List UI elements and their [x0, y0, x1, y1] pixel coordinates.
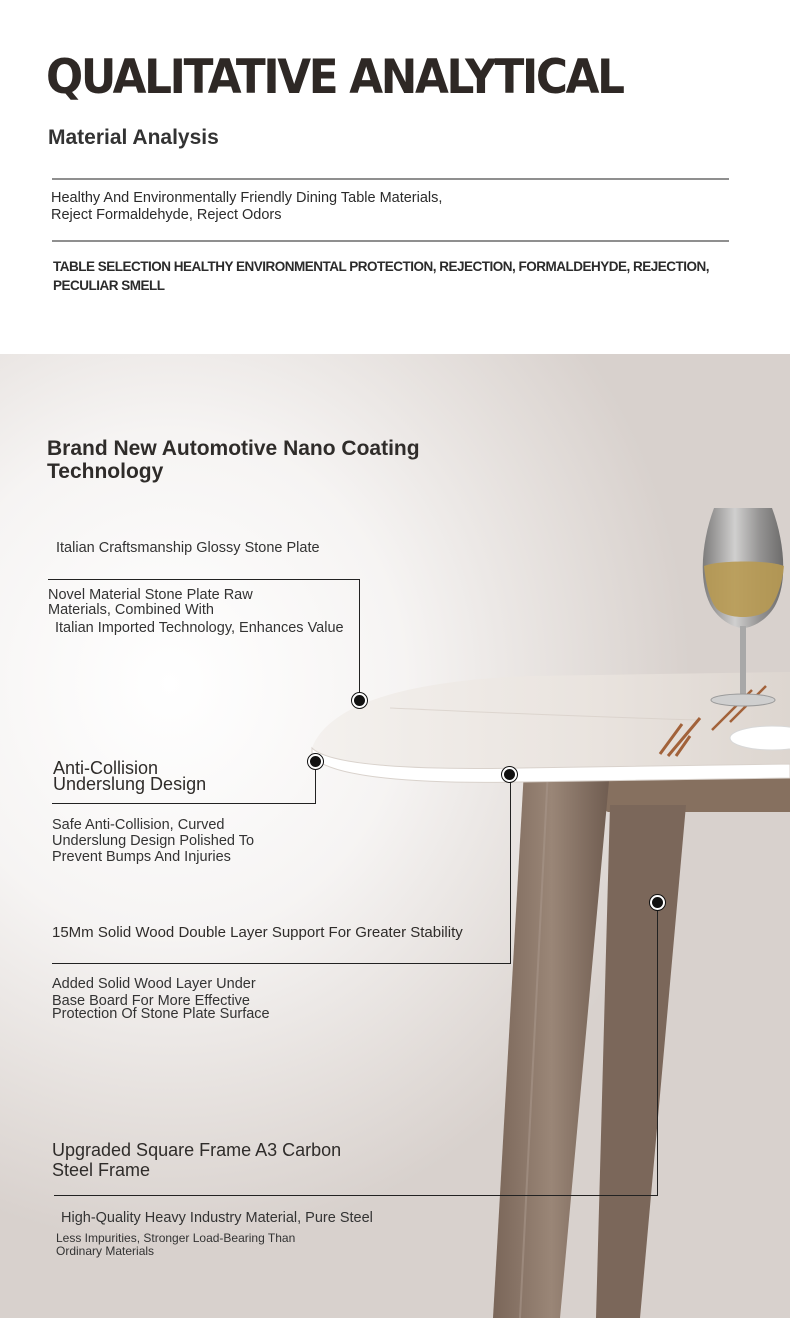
solid-wood-desc-line-3: Protection Of Stone Plate Surface	[52, 1006, 270, 1022]
solid-wood-desc-line-1: Added Solid Wood Layer Under	[52, 976, 256, 992]
anti-collision-desc-line-3: Prevent Bumps And Injuries	[52, 849, 231, 865]
coating-heading-line-1: Brand New Automotive Nano Coating	[47, 437, 420, 460]
coating-heading-line-2: Technology	[47, 460, 164, 483]
frame-title	[52, 1140, 341, 1180]
hotspot-steel-frame[interactable]	[650, 895, 665, 910]
frame-desc-main: High-Quality Heavy Industry Material, Pure Steel	[61, 1210, 373, 1226]
intro-text	[51, 190, 442, 224]
anti-collision-desc	[52, 817, 254, 865]
leader-frame-h	[54, 1195, 658, 1196]
frame-title-line-2: Steel Frame	[52, 1160, 151, 1180]
divider-top	[52, 178, 729, 180]
stone-plate-title: Italian Craftsmanship Glossy Stone Plate	[56, 540, 320, 556]
stone-plate-desc-line-3: Italian Imported Technology, Enhances Value	[55, 620, 344, 636]
hotspot-stone-plate[interactable]	[352, 693, 367, 708]
stone-plate-desc	[48, 588, 368, 636]
leader-collision-h	[52, 803, 316, 804]
caps-statement: TABLE SELECTION HEALTHY ENVIRONMENTAL PROTECTION, REJECTION, FORMALDEHYDE, REJECTION, PECULIAR SMELL	[53, 259, 710, 293]
intro-line-1: Healthy And Environmentally Friendly Dining Table Materials,	[51, 190, 443, 206]
divider-bottom	[52, 240, 729, 242]
stone-plate-desc-line-2: Materials, Combined With	[48, 602, 214, 618]
anti-collision-desc-line-1: Safe Anti-Collision, Curved	[52, 817, 225, 833]
coating-heading	[47, 437, 467, 483]
solid-wood-title: 15Mm Solid Wood Double Layer Support For Greater Stability	[52, 924, 463, 941]
hotspot-solid-wood[interactable]	[502, 767, 517, 782]
frame-title-line-1: Upgraded Square Frame A3 Carbon	[52, 1140, 342, 1160]
frame-desc	[56, 1232, 295, 1258]
stone-plate-desc-line-1: Novel Material Stone Plate Raw	[48, 587, 253, 603]
solid-wood-desc-line-2: Base Board For More Effective	[52, 993, 250, 1009]
section-subtitle: Material Analysis	[48, 126, 219, 149]
frame-desc-line-2: Ordinary Materials	[56, 1244, 155, 1258]
frame-desc-line-1: Less Impurities, Stronger Load-Bearing Than	[56, 1231, 296, 1245]
table-leg-back	[596, 805, 686, 1318]
leader-frame-v	[657, 902, 658, 1196]
leader-wood-h	[52, 963, 510, 964]
anti-collision-title-line-1: Anti-Collision	[53, 758, 159, 778]
anti-collision-title-line-2: Underslung Design	[53, 774, 207, 794]
page-title: QUALITATIVE ANALYTICAL	[46, 50, 623, 105]
leader-wood-v	[510, 774, 511, 964]
intro-line-2: Reject Formaldehyde, Reject Odors	[51, 207, 282, 223]
material-analysis-header	[0, 0, 790, 354]
anti-collision-title	[53, 760, 206, 792]
leader-stone-h	[48, 579, 360, 580]
anti-collision-desc-line-2: Underslung Design Polished To	[52, 833, 255, 849]
table-top	[312, 672, 790, 768]
solid-wood-desc	[52, 977, 270, 1022]
hotspot-anti-collision[interactable]	[308, 754, 323, 769]
